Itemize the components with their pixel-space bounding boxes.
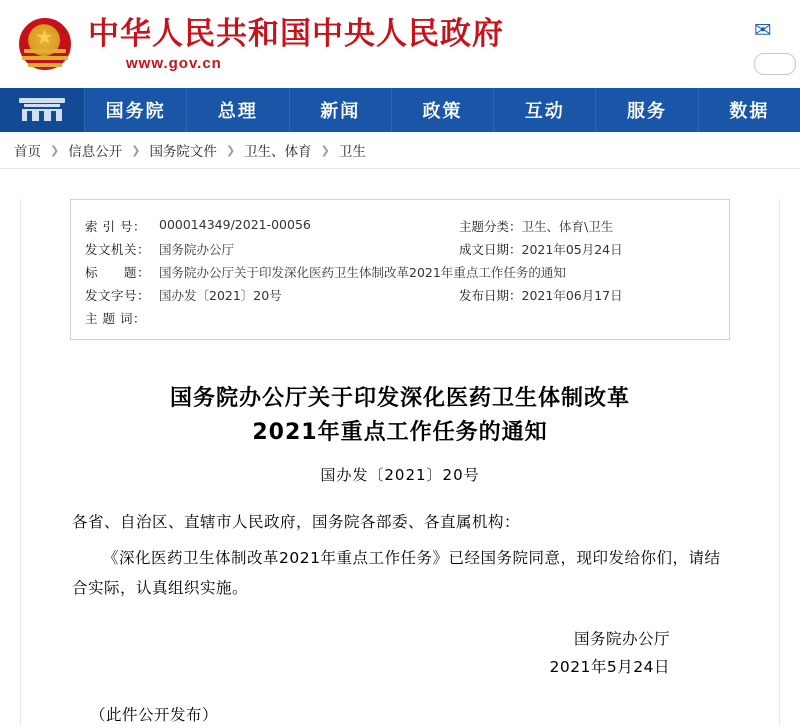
table-row — [85, 237, 715, 260]
document-meta-table — [85, 214, 715, 329]
breadcrumb-item-info-disclosure[interactable]: 信息公开 — [68, 144, 123, 160]
document-salutation: 各省、自治区、直辖市人民政府，国务院各部委、各直属机构： — [72, 513, 521, 531]
meta-value-doc-number: 国办发〔2021〕20号 — [159, 287, 282, 303]
meta-label-doc-number: 发文字号： — [85, 287, 151, 303]
national-emblem-icon: ★ — [16, 15, 74, 73]
breadcrumb-item-state-council-docs[interactable]: 国务院文件 — [149, 144, 217, 160]
mail-icon[interactable]: ✉ — [754, 19, 772, 42]
table-row — [85, 214, 715, 237]
left-rule — [20, 199, 21, 725]
meta-value-keywords — [159, 306, 715, 329]
meta-label-written-date: 成文日期： — [459, 241, 522, 257]
table-row — [85, 283, 715, 306]
nav-item-zongli[interactable]: 总理 — [186, 88, 288, 132]
site-title: 中华人民共和国中央人民政府 — [88, 16, 504, 52]
meta-label-issuing-authority: 发文机关： — [85, 241, 151, 257]
breadcrumb — [0, 132, 800, 169]
document-paragraph: 《深化医药卫生体制改革2021年重点工作任务》已经国务院同意，现印发给你们，请结合实际，认真组织实施。 — [72, 549, 721, 597]
page-title-line1: 国务院办公厅关于印发深化医药卫生体制改革 — [169, 386, 630, 411]
meta-value-publish-date: 2021年06月17日 — [521, 287, 623, 303]
nav-item-hudong[interactable]: 互动 — [493, 88, 595, 132]
meta-value-title: 国务院办公厅关于印发深化医药卫生体制改革2021年重点工作任务的通知 — [159, 264, 566, 280]
document-signer: 国务院办公厅 — [573, 630, 670, 648]
nav-item-fuwu[interactable]: 服务 — [595, 88, 697, 132]
meta-value-issuing-authority: 国务院办公厅 — [159, 241, 235, 257]
document-meta-box — [70, 199, 730, 340]
nav-home-button[interactable] — [0, 88, 84, 132]
content-area — [0, 199, 800, 725]
chevron-right-icon: ❯ — [131, 143, 141, 157]
right-rule — [779, 199, 780, 725]
table-row — [85, 260, 715, 283]
document-note: （此件公开发布） — [90, 706, 219, 724]
meta-label-publish-date: 发布日期： — [459, 287, 522, 303]
main-nav — [0, 88, 800, 132]
site-title-block — [88, 16, 504, 72]
nav-item-zhengce[interactable]: 政策 — [391, 88, 493, 132]
header-actions — [754, 20, 800, 75]
breadcrumb-item-health-sports[interactable]: 卫生、体育 — [244, 144, 312, 160]
chevron-right-icon: ❯ — [50, 143, 60, 157]
tiananmen-home-icon — [19, 97, 65, 123]
nav-item-xinwen[interactable]: 新闻 — [289, 88, 391, 132]
table-row — [85, 306, 715, 329]
meta-value-written-date: 2021年05月24日 — [521, 241, 623, 257]
page-title-line2: 2021年重点工作任务的通知 — [252, 420, 548, 445]
meta-label-keywords: 主 题 词： — [85, 310, 146, 326]
meta-label-subject-category: 主题分类： — [459, 218, 522, 234]
meta-label-index-number: 索 引 号： — [85, 218, 146, 234]
chevron-right-icon: ❯ — [320, 143, 330, 157]
document-sign-date: 2021年5月24日 — [549, 658, 670, 676]
document-body — [72, 382, 728, 725]
breadcrumb-item-home[interactable]: 首页 — [14, 144, 41, 160]
site-domain: www.gov.cn — [126, 55, 222, 72]
meta-value-subject-category: 卫生、体育\卫生 — [521, 218, 614, 234]
document-number: 国办发〔2021〕20号 — [320, 466, 480, 484]
site-header — [0, 0, 800, 88]
chevron-right-icon: ❯ — [225, 143, 236, 157]
breadcrumb-item-health[interactable]: 卫生 — [338, 144, 366, 160]
meta-value-index-number: 000014349/2021-00056 — [159, 216, 311, 232]
meta-label-title: 标 题： — [85, 264, 151, 280]
nav-item-guowuyuan[interactable]: 国务院 — [84, 88, 186, 132]
search-input[interactable] — [754, 53, 796, 75]
nav-item-shuju[interactable]: 数据 — [698, 88, 800, 132]
